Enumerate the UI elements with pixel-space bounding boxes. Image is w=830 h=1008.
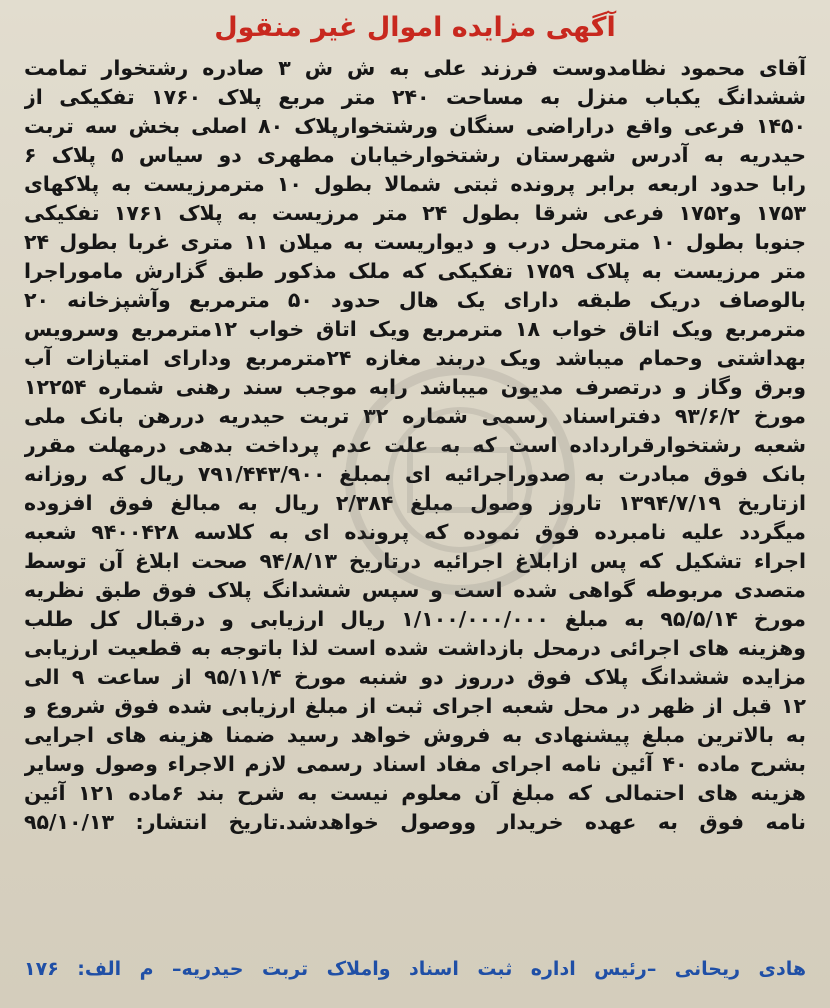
body-line: مترمربع ویک اتاق خواب ۱۸ مترمربع ویک اتاق خواب ۱۲مترمربع وسرویس — [24, 317, 806, 341]
notice-title: آگهی مزایده اموال غیر منقول — [214, 12, 616, 43]
body-line: هزینه های احتمالی که مبلغ آن معلوم نیست به شرح بند ۶ماده ۱۲۱ آئین — [24, 781, 806, 805]
body-line: مزایده ششدانگ پلاک فوق درروز دو شنبه مورخ ۹۵/۱۱/۴ از ساعت ۹ الی — [24, 665, 806, 689]
body-line: مورخ ۹۳/۶/۲ دفتراسناد رسمی شماره ۳۲ تربت حیدریه دررهن بانک ملی — [24, 404, 806, 428]
body-line: بانک فوق مبادرت به صدوراجرائیه ای بمبلغ ۷۹۱/۴۴۳/۹۰۰ ریال که روزانه — [24, 462, 806, 486]
body-line: ۱۷۵۳ و۱۷۵۲ فرعی شرقا بطول ۲۴ متر مرزیست به پلاک ۱۷۶۱ تفکیکی — [24, 201, 806, 225]
body-line: بالوصاف دریک طبقه دارای یک هال حدود ۵۰ مترمربع وآشپزخانه ۲۰ — [24, 288, 806, 312]
body-line: ازتاریخ ۱۳۹۴/۷/۱۹ تاروز وصول مبلغ ۲/۳۸۴ ریال به مبالغ فوق افزوده — [24, 491, 806, 515]
body-line: وهزینه های اجرائی درمحل بازداشت شده است لذا باتوجه به قطعیت ارزیابی — [24, 636, 806, 660]
body-line: ششدانگ یکباب منزل به مساحت ۲۴۰ متر مربع پلاک ۱۷۶۰ تفکیکی از — [24, 85, 806, 109]
body-line: بشرح ماده ۴۰ آئین نامه اجرای مفاد اسناد رسمی لازم الاجراء وصول وسایر — [24, 752, 806, 776]
body-line: آقای محمود نظامدوست فرزند علی به ش ش ۳ صادره رشتخوار تمامت — [24, 56, 806, 80]
body-line: شعبه رشتخوارقرارداده است که به علت عدم پرداخت بدهی درمهلت مقرر — [24, 433, 806, 457]
body-line: به بالاترین مبلغ پیشنهادی به فروش خواهد رسید ضمنا هزینه های اجرایی — [24, 723, 806, 747]
body-line: حیدریه به آدرس شهرستان رشتخوارخیابان مطهری دو سیاس ۵ پلاک ۶ — [24, 143, 806, 167]
notice-body — [24, 54, 806, 837]
body-line: متصدی مربوطه گواهی شده است و سپس ششدانگ پلاک فوق طبق نظریه — [24, 578, 806, 602]
body-line: نامه فوق به عهده خریدار ووصول خواهدشد.تاریخ انتشار: ۹۵/۱۰/۱۳ — [24, 810, 806, 834]
body-line: رابا حدود اربعه برابر پرونده ثبتی شمالا بطول ۱۰ مترمرزیست به پلاکهای — [24, 172, 806, 196]
signature-line: هادی ریحانی –رئیس اداره ثبت اسناد واملاک تربت حیدریه– م الف: ۱۷۶ — [24, 958, 806, 980]
body-line: اجراء تشکیل که پس ازابلاغ اجرائیه درتاریخ ۹۴/۸/۱۳ صحت ابلاغ آن توسط — [24, 549, 806, 573]
body-line: وبرق وگاز و درتصرف مدیون میباشد رابه موجب سند رهنی شماره ۱۲۲۵۴ — [24, 375, 806, 399]
body-line: میگردد علیه نامبرده فوق نموده که پرونده ای به کلاسه ۹۴۰۰۴۲۸ شعبه — [24, 520, 806, 544]
body-line: ۱۴۵۰ فرعی واقع دراراضی سنگان ورشتخوارپلاک ۸۰ اصلی بخش سه تربت — [24, 114, 806, 138]
body-line: متر مرزیست به پلاک ۱۷۵۹ تفکیکی که ملک مذکور طبق گزارش ماموراجرا — [24, 259, 806, 283]
body-line: ۱۲ قبل از ظهر در محل شعبه اجرای ثبت از مبلغ ارزیابی شده فوق شروع و — [24, 694, 806, 718]
body-line: مورخ ۹۵/۵/۱۴ به مبلغ ۱/۱۰۰/۰۰۰/۰۰۰ ریال ارزیابی و درقبال کل طلب — [24, 607, 806, 631]
body-line: بهداشتی وحمام میباشد ویک دربند مغازه ۲۴مترمربع ودارای امتیازات آب — [24, 346, 806, 370]
body-line: جنوبا بطول ۱۰ مترمحل درب و دیواریست به میلان ۱۱ متری غربا بطول ۲۴ — [24, 230, 806, 254]
